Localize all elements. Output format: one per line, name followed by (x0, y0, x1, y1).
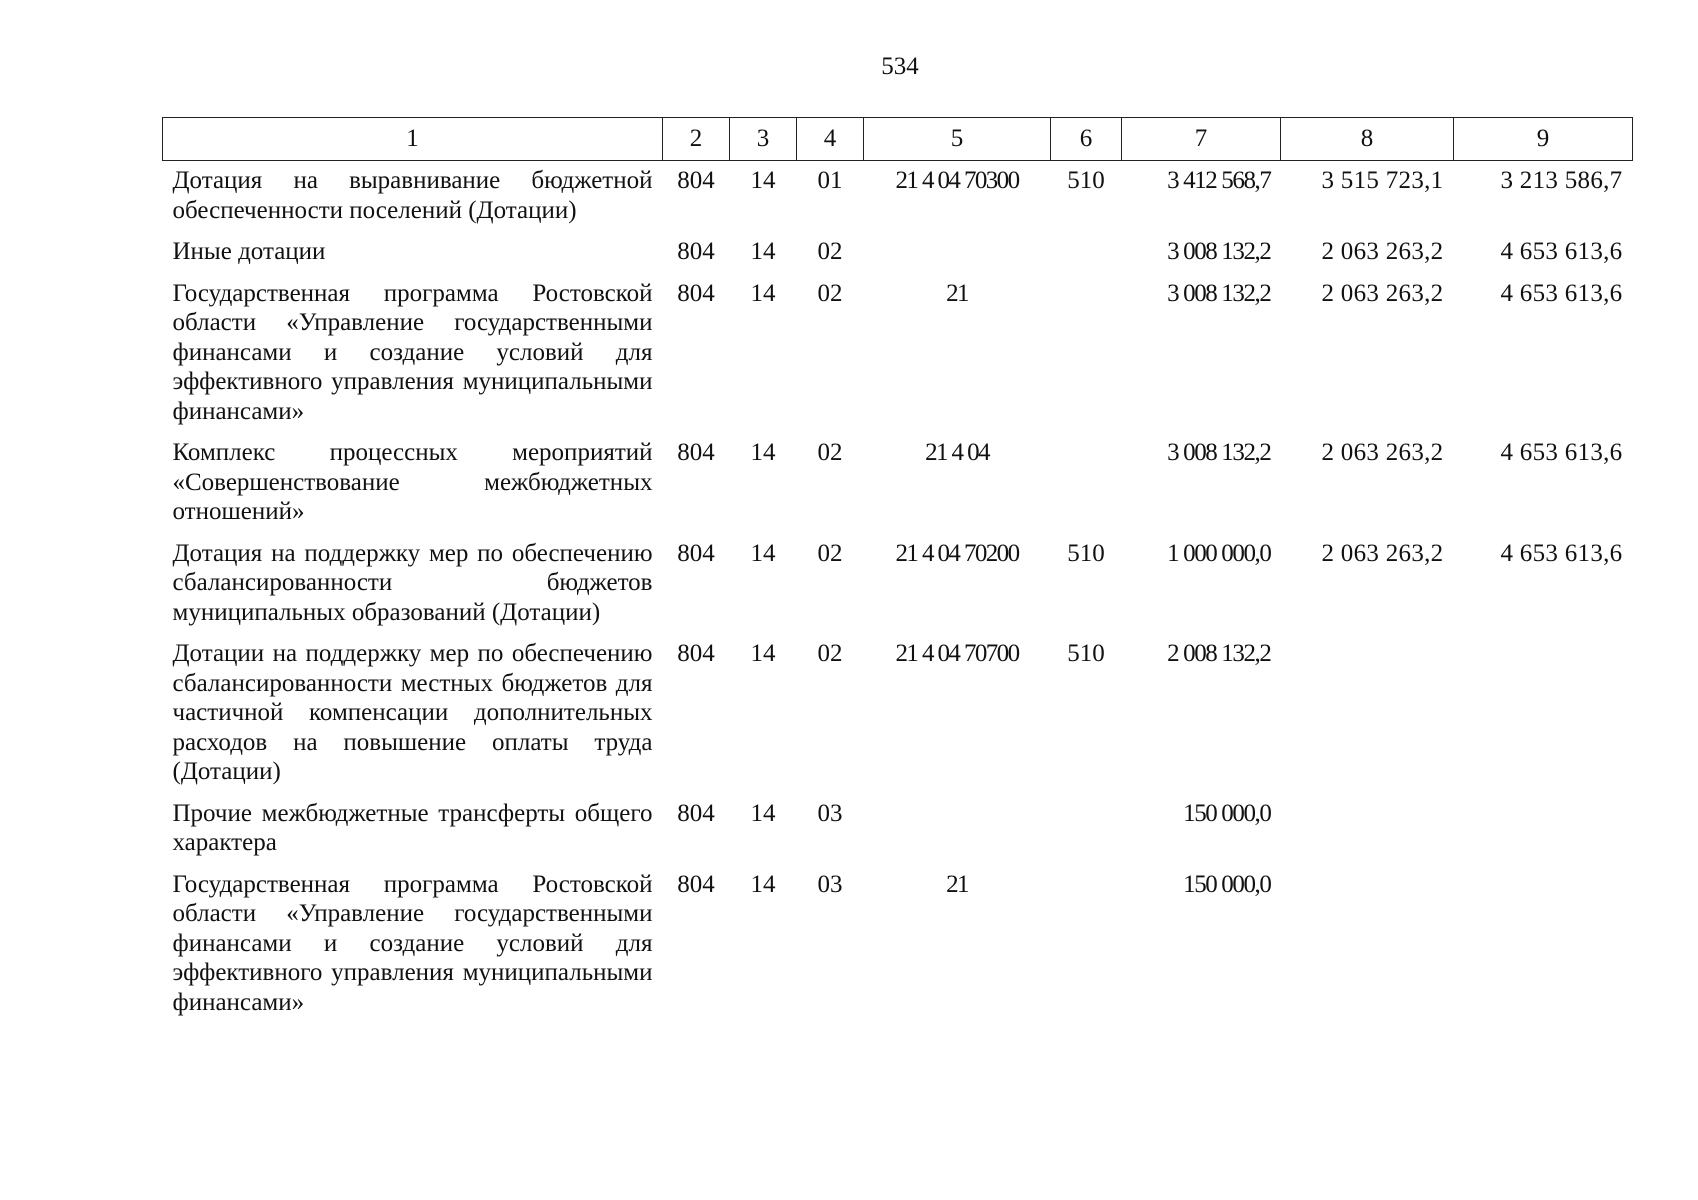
row-col8 (1281, 637, 1454, 797)
row-col2: 804 (677, 439, 715, 466)
row-col7: 2 008 132,2 (1167, 640, 1271, 667)
row-col6 (1051, 868, 1122, 1028)
row-col8: 2 063 263,2 (1321, 539, 1444, 567)
row-col8: 2 063 263,2 (1321, 439, 1444, 466)
header-cell-3: 3 (730, 118, 797, 161)
row-col7: 3 008 132,2 (1167, 238, 1271, 265)
table-row (163, 161, 1633, 236)
row-col2: 804 (677, 799, 715, 827)
row-description: Комплекс процессных мероприятий «Совершенствование межбюджетных отношений» (172, 439, 653, 525)
header-row (163, 118, 1633, 161)
row-col2: 804 (677, 238, 715, 265)
row-col6 (1051, 277, 1122, 437)
row-col2: 804 (677, 167, 715, 194)
row-col9: 4 653 613,6 (1500, 439, 1623, 466)
row-col3: 14 (750, 539, 776, 567)
table-row (163, 868, 1633, 1028)
row-col6 (1051, 436, 1122, 537)
table-row (163, 235, 1633, 277)
header-cell-6: 6 (1051, 118, 1122, 161)
row-col9: 4 653 613,6 (1500, 238, 1623, 265)
row-col9 (1454, 797, 1633, 868)
row-description: Иные дотации (172, 238, 326, 265)
row-col8 (1281, 868, 1454, 1028)
header-cell-5: 5 (864, 118, 1051, 161)
row-col5: 21 4 04 70700 (895, 640, 1019, 667)
table-row (163, 277, 1633, 437)
row-col7: 3 412 568,7 (1167, 167, 1271, 194)
table-row (163, 797, 1633, 868)
row-col2: 804 (677, 640, 715, 667)
budget-table (162, 117, 1633, 1027)
row-col8: 3 515 723,1 (1321, 167, 1444, 194)
table-header (163, 118, 1633, 161)
row-col7: 150 000,0 (1183, 870, 1271, 898)
row-description: Прочие межбюджетные трансферты общего характера (172, 799, 653, 856)
row-col5: 21 4 04 70200 (895, 539, 1019, 567)
row-col5: 21 (946, 870, 968, 898)
row-col7: 3 008 132,2 (1167, 279, 1271, 307)
row-col9: 3 213 586,7 (1500, 167, 1623, 194)
row-col6 (1051, 797, 1122, 868)
row-col3: 14 (750, 870, 776, 898)
header-cell-7: 7 (1122, 118, 1281, 161)
row-col3: 14 (750, 439, 776, 466)
row-col9 (1454, 637, 1633, 797)
header-cell-4: 4 (797, 118, 864, 161)
table-row (163, 537, 1633, 638)
row-col3: 14 (750, 238, 776, 265)
row-col6: 510 (1067, 539, 1105, 567)
row-col3: 14 (750, 640, 776, 667)
row-col3: 14 (750, 167, 776, 194)
row-description: Дотация на выравнивание бюджетной обеспеченности поселений (Дотации) (172, 167, 653, 224)
row-col2: 804 (677, 870, 715, 898)
table-body (163, 161, 1633, 1028)
row-col4: 02 (817, 539, 843, 567)
row-col4: 02 (817, 238, 843, 265)
row-col4: 02 (817, 439, 843, 466)
row-col3: 14 (750, 799, 776, 827)
row-col6: 510 (1067, 640, 1105, 667)
row-col6: 510 (1067, 167, 1105, 194)
row-col4: 02 (817, 279, 843, 307)
row-description: Государственная программа Ростовской области «Управление государственными финансами и создание условий для эффективного управления муниципальными финансами» (172, 279, 653, 425)
header-cell-1: 1 (163, 118, 663, 161)
row-col3: 14 (750, 279, 776, 307)
row-col7: 150 000,0 (1183, 799, 1271, 827)
row-col9: 4 653 613,6 (1500, 279, 1623, 307)
row-col8: 2 063 263,2 (1321, 238, 1444, 265)
row-col8 (1281, 797, 1454, 868)
row-col2: 804 (677, 539, 715, 567)
table-row (163, 637, 1633, 797)
header-cell-2: 2 (663, 118, 730, 161)
row-col7: 1 000 000,0 (1167, 539, 1271, 567)
row-col9 (1454, 868, 1633, 1028)
table-row (163, 436, 1633, 537)
row-col5: 21 4 04 70300 (895, 167, 1019, 194)
row-col4: 02 (817, 640, 843, 667)
row-col4: 03 (817, 799, 843, 827)
page-number: 534 (881, 53, 919, 80)
row-col9: 4 653 613,6 (1500, 539, 1623, 567)
row-col5: 21 (946, 279, 968, 307)
row-description: Государственная программа Ростовской области «Управление государственными финансами и создание условий для эффективного управления муниципальными финансами» (172, 870, 653, 1016)
header-cell-9: 9 (1454, 118, 1633, 161)
row-col4: 01 (817, 167, 843, 194)
row-col7: 3 008 132,2 (1167, 439, 1271, 466)
row-col6 (1051, 235, 1122, 277)
row-description: Дотации на поддержку мер по обеспечению сбалансированности местных бюджетов для частичной компенсации дополнительных расходов на повышение оплаты труда (Дотации) (172, 640, 653, 785)
row-col2: 804 (677, 279, 715, 307)
row-col8: 2 063 263,2 (1321, 279, 1444, 307)
row-col4: 03 (817, 870, 843, 898)
row-col5 (864, 235, 1051, 277)
header-cell-8: 8 (1281, 118, 1454, 161)
row-col5 (864, 797, 1051, 868)
row-col5: 21 4 04 (925, 439, 989, 466)
row-description: Дотация на поддержку мер по обеспечению сбалансированности бюджетов муниципальных образований (Дотации) (172, 539, 653, 626)
